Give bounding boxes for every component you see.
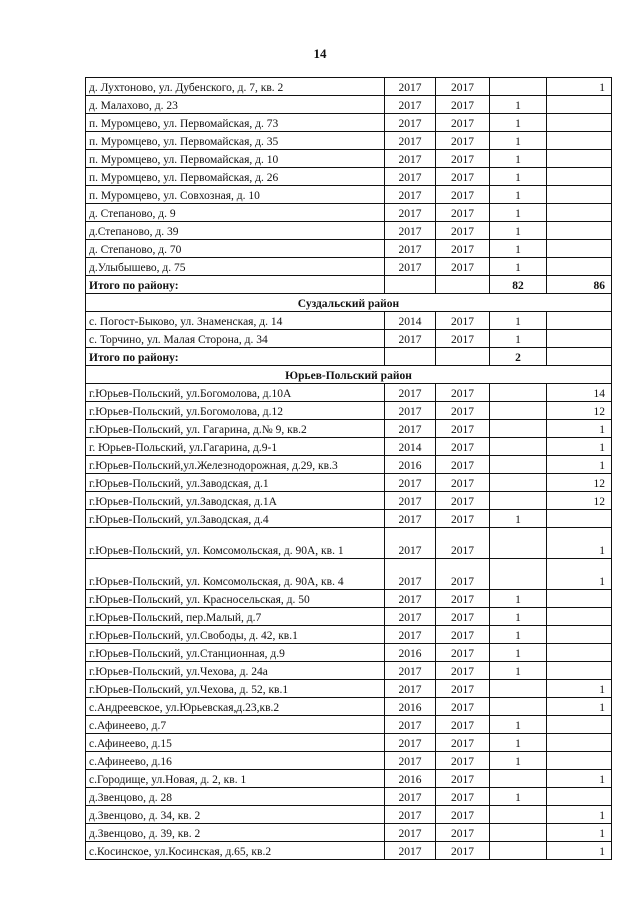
count-2-cell: 1 xyxy=(547,456,612,474)
address-cell: г. Юрьев-Польский, ул.Гагарина, д.9-1 xyxy=(86,438,385,456)
year-start-cell: 2017 xyxy=(385,528,436,559)
address-cell: с. Торчино, ул. Малая Сторона, д. 34 xyxy=(86,330,385,348)
count-1-cell xyxy=(490,528,547,559)
count-2-cell: 12 xyxy=(547,474,612,492)
count-2-cell: 1 xyxy=(547,680,612,698)
year-start-cell: 2017 xyxy=(385,608,436,626)
count-2-cell xyxy=(547,132,612,150)
count-1-cell: 1 xyxy=(490,752,547,770)
count-1-cell: 82 xyxy=(490,276,547,294)
year-start-cell: 2016 xyxy=(385,644,436,662)
year-start-cell: 2017 xyxy=(385,150,436,168)
year-end-cell: 2017 xyxy=(436,456,490,474)
year-start-cell: 2016 xyxy=(385,456,436,474)
address-cell: с.Андреевское, ул.Юрьевская,д.23,кв.2 xyxy=(86,698,385,716)
table-row xyxy=(86,528,612,559)
year-end-cell: 2017 xyxy=(436,626,490,644)
table-row xyxy=(86,402,612,420)
count-2-cell: 1 xyxy=(547,842,612,860)
count-1-cell: 1 xyxy=(490,510,547,528)
count-2-cell xyxy=(547,204,612,222)
address-cell: д. Степаново, д. 70 xyxy=(86,240,385,258)
count-2-cell xyxy=(547,590,612,608)
table-row xyxy=(86,824,612,842)
table-row xyxy=(86,420,612,438)
count-2-cell xyxy=(547,150,612,168)
table-row xyxy=(86,114,612,132)
count-2-cell xyxy=(547,312,612,330)
year-start-cell: 2017 xyxy=(385,420,436,438)
address-cell: п. Муромцево, ул. Первомайская, д. 73 xyxy=(86,114,385,132)
district-name: Юрьев-Польский район xyxy=(86,366,612,384)
count-2-cell xyxy=(547,258,612,276)
table-row xyxy=(86,716,612,734)
year-end-cell: 2017 xyxy=(436,132,490,150)
count-1-cell xyxy=(490,78,547,96)
address-cell: с.Афинеево, д.16 xyxy=(86,752,385,770)
year-start-cell: 2014 xyxy=(385,312,436,330)
count-2-cell: 86 xyxy=(547,276,612,294)
count-2-cell xyxy=(547,644,612,662)
count-1-cell: 1 xyxy=(490,626,547,644)
count-1-cell xyxy=(490,680,547,698)
year-start-cell: 2017 xyxy=(385,186,436,204)
count-1-cell: 1 xyxy=(490,330,547,348)
table-body xyxy=(86,78,612,860)
count-1-cell: 1 xyxy=(490,644,547,662)
count-1-cell: 1 xyxy=(490,608,547,626)
year-end-cell: 2017 xyxy=(436,330,490,348)
address-cell: с. Погост-Быково, ул. Знаменская, д. 14 xyxy=(86,312,385,330)
address-cell: д.Степаново, д. 39 xyxy=(86,222,385,240)
year-start-cell: 2017 xyxy=(385,258,436,276)
year-start-cell: 2017 xyxy=(385,384,436,402)
address-cell: г.Юрьев-Польский, пер.Малый, д.7 xyxy=(86,608,385,626)
count-2-cell: 12 xyxy=(547,492,612,510)
count-2-cell: 1 xyxy=(547,559,612,590)
count-2-cell xyxy=(547,168,612,186)
year-start-cell: 2017 xyxy=(385,662,436,680)
address-cell: г.Юрьев-Польский, ул.Заводская, д.1 xyxy=(86,474,385,492)
year-start-cell: 2017 xyxy=(385,168,436,186)
table-row xyxy=(86,96,612,114)
address-cell: г.Юрьев-Польский, ул.Станционная, д.9 xyxy=(86,644,385,662)
count-2-cell: 1 xyxy=(547,770,612,788)
count-1-cell xyxy=(490,842,547,860)
table-row xyxy=(86,608,612,626)
address-cell: п. Муромцево, ул. Первомайская, д. 10 xyxy=(86,150,385,168)
count-1-cell: 1 xyxy=(490,788,547,806)
count-1-cell: 1 xyxy=(490,240,547,258)
count-1-cell: 1 xyxy=(490,114,547,132)
year-end-cell: 2017 xyxy=(436,662,490,680)
year-end-cell: 2017 xyxy=(436,384,490,402)
year-start-cell: 2017 xyxy=(385,680,436,698)
year-end-cell: 2017 xyxy=(436,186,490,204)
count-2-cell xyxy=(547,788,612,806)
year-start-cell: 2016 xyxy=(385,770,436,788)
count-1-cell: 1 xyxy=(490,590,547,608)
table-row xyxy=(86,492,612,510)
year-end-cell: 2017 xyxy=(436,716,490,734)
address-cell: г.Юрьев-Польский, ул. Красносельская, д. 50 xyxy=(86,590,385,608)
address-cell: д. Малахово, д. 23 xyxy=(86,96,385,114)
year-end-cell: 2017 xyxy=(436,474,490,492)
table-row xyxy=(86,626,612,644)
year-start-cell: 2016 xyxy=(385,698,436,716)
address-cell: г.Юрьев-Польский, ул.Богомолова, д.12 xyxy=(86,402,385,420)
count-2-cell xyxy=(547,608,612,626)
year-end-cell: 2017 xyxy=(436,842,490,860)
table-row xyxy=(86,842,612,860)
year-end-cell: 2017 xyxy=(436,770,490,788)
year-start-cell: 2017 xyxy=(385,96,436,114)
year-end-cell: 2017 xyxy=(436,644,490,662)
year-start-cell: 2017 xyxy=(385,204,436,222)
district-name: Суздальский район xyxy=(86,294,612,312)
year-end-cell: 2017 xyxy=(436,608,490,626)
table-row xyxy=(86,680,612,698)
table-row xyxy=(86,698,612,716)
address-cell: г.Юрьев-Польский, ул.Заводская, д.4 xyxy=(86,510,385,528)
year-end-cell: 2017 xyxy=(436,402,490,420)
address-cell: г.Юрьев-Польский, ул. Гагарина, д.№ 9, кв.2 xyxy=(86,420,385,438)
year-start-cell: 2017 xyxy=(385,559,436,590)
year-start-cell: 2017 xyxy=(385,752,436,770)
count-1-cell: 1 xyxy=(490,150,547,168)
year-end-cell: 2017 xyxy=(436,114,490,132)
year-end-cell: 2017 xyxy=(436,96,490,114)
year-end-cell: 2017 xyxy=(436,806,490,824)
address-cell: д.Звенцово, д. 34, кв. 2 xyxy=(86,806,385,824)
year-end-cell: 2017 xyxy=(436,312,490,330)
year-end-cell: 2017 xyxy=(436,590,490,608)
table-row xyxy=(86,806,612,824)
year-end-cell: 2017 xyxy=(436,150,490,168)
count-1-cell: 1 xyxy=(490,186,547,204)
address-cell: д.Звенцово, д. 39, кв. 2 xyxy=(86,824,385,842)
year-end-cell: 2017 xyxy=(436,824,490,842)
count-1-cell: 1 xyxy=(490,716,547,734)
count-2-cell xyxy=(547,348,612,366)
count-2-cell: 1 xyxy=(547,806,612,824)
count-2-cell xyxy=(547,96,612,114)
address-cell: с.Косинское, ул.Косинская, д.65, кв.2 xyxy=(86,842,385,860)
count-1-cell xyxy=(490,456,547,474)
table-row xyxy=(86,150,612,168)
address-cell: г.Юрьев-Польский, ул.Чехова, д. 52, кв.1 xyxy=(86,680,385,698)
table-row xyxy=(86,662,612,680)
year-start-cell: 2017 xyxy=(385,492,436,510)
table-row xyxy=(86,456,612,474)
year-start-cell: 2017 xyxy=(385,222,436,240)
year-end-cell: 2017 xyxy=(436,222,490,240)
count-2-cell: 12 xyxy=(547,402,612,420)
table-row xyxy=(86,78,612,96)
table-row xyxy=(86,590,612,608)
district-header-row xyxy=(86,366,612,384)
year-end-cell xyxy=(436,348,490,366)
count-2-cell xyxy=(547,510,612,528)
year-start-cell: 2017 xyxy=(385,590,436,608)
count-2-cell xyxy=(547,114,612,132)
count-1-cell: 1 xyxy=(490,168,547,186)
table-row xyxy=(86,204,612,222)
table-row xyxy=(86,474,612,492)
year-start-cell: 2014 xyxy=(385,438,436,456)
table-row xyxy=(86,222,612,240)
address-cell: г.Юрьев-Польский, ул.Чехова, д. 24а xyxy=(86,662,385,680)
year-end-cell xyxy=(436,276,490,294)
address-cell: с.Городище, ул.Новая, д. 2, кв. 1 xyxy=(86,770,385,788)
year-start-cell: 2017 xyxy=(385,788,436,806)
count-1-cell xyxy=(490,420,547,438)
year-start-cell xyxy=(385,348,436,366)
count-1-cell: 2 xyxy=(490,348,547,366)
year-start-cell: 2017 xyxy=(385,824,436,842)
count-1-cell xyxy=(490,384,547,402)
count-1-cell xyxy=(490,770,547,788)
count-2-cell: 1 xyxy=(547,698,612,716)
year-start-cell: 2017 xyxy=(385,806,436,824)
count-2-cell xyxy=(547,662,612,680)
count-1-cell xyxy=(490,402,547,420)
year-end-cell: 2017 xyxy=(436,788,490,806)
table-row xyxy=(86,168,612,186)
table-row xyxy=(86,770,612,788)
count-2-cell: 14 xyxy=(547,384,612,402)
count-1-cell: 1 xyxy=(490,204,547,222)
count-1-cell: 1 xyxy=(490,222,547,240)
count-1-cell xyxy=(490,824,547,842)
count-2-cell xyxy=(547,626,612,644)
table-row xyxy=(86,258,612,276)
year-end-cell: 2017 xyxy=(436,510,490,528)
year-end-cell: 2017 xyxy=(436,258,490,276)
address-cell: г.Юрьев-Польский, ул.Заводская, д.1А xyxy=(86,492,385,510)
table-row xyxy=(86,510,612,528)
count-2-cell xyxy=(547,240,612,258)
year-start-cell: 2017 xyxy=(385,734,436,752)
count-2-cell: 1 xyxy=(547,78,612,96)
address-cell: д. Степаново, д. 9 xyxy=(86,204,385,222)
address-cell: п. Муромцево, ул. Первомайская, д. 26 xyxy=(86,168,385,186)
year-start-cell: 2017 xyxy=(385,474,436,492)
count-2-cell: 1 xyxy=(547,824,612,842)
year-end-cell: 2017 xyxy=(436,78,490,96)
address-cell: д. Лухтоново, ул. Дубенского, д. 7, кв. 2 xyxy=(86,78,385,96)
year-start-cell: 2017 xyxy=(385,240,436,258)
count-1-cell: 1 xyxy=(490,312,547,330)
count-1-cell xyxy=(490,474,547,492)
count-2-cell xyxy=(547,752,612,770)
count-2-cell xyxy=(547,716,612,734)
count-1-cell: 1 xyxy=(490,258,547,276)
page-number: 14 xyxy=(313,46,327,61)
year-start-cell: 2017 xyxy=(385,510,436,528)
table-row xyxy=(86,788,612,806)
count-1-cell xyxy=(490,806,547,824)
address-cell: п. Муромцево, ул. Совхозная, д. 10 xyxy=(86,186,385,204)
count-2-cell: 1 xyxy=(547,528,612,559)
count-1-cell: 1 xyxy=(490,96,547,114)
count-1-cell: 1 xyxy=(490,662,547,680)
year-start-cell: 2017 xyxy=(385,716,436,734)
year-end-cell: 2017 xyxy=(436,204,490,222)
housing-table xyxy=(85,77,612,860)
count-1-cell: 1 xyxy=(490,734,547,752)
count-2-cell xyxy=(547,186,612,204)
table-row xyxy=(86,644,612,662)
year-start-cell: 2017 xyxy=(385,626,436,644)
year-end-cell: 2017 xyxy=(436,240,490,258)
year-end-cell: 2017 xyxy=(436,420,490,438)
count-2-cell: 1 xyxy=(547,438,612,456)
year-end-cell: 2017 xyxy=(436,559,490,590)
count-2-cell xyxy=(547,222,612,240)
year-end-cell: 2017 xyxy=(436,698,490,716)
year-end-cell: 2017 xyxy=(436,492,490,510)
district-header-row xyxy=(86,294,612,312)
table-row xyxy=(86,240,612,258)
count-2-cell: 1 xyxy=(547,420,612,438)
address-cell: с.Афинеево, д.15 xyxy=(86,734,385,752)
year-start-cell: 2017 xyxy=(385,78,436,96)
address-cell: г.Юрьев-Польский, ул.Свободы, д. 42, кв.1 xyxy=(86,626,385,644)
address-cell: г.Юрьев-Польский, ул. Комсомольская, д. 90А, кв. 4 xyxy=(86,559,385,590)
count-1-cell xyxy=(490,438,547,456)
count-2-cell xyxy=(547,330,612,348)
count-2-cell xyxy=(547,734,612,752)
count-1-cell xyxy=(490,492,547,510)
year-start-cell: 2017 xyxy=(385,402,436,420)
address-cell: д.Звенцово, д. 28 xyxy=(86,788,385,806)
count-1-cell: 1 xyxy=(490,132,547,150)
table-row xyxy=(86,752,612,770)
year-start-cell: 2017 xyxy=(385,842,436,860)
year-start-cell xyxy=(385,276,436,294)
year-end-cell: 2017 xyxy=(436,528,490,559)
total-row xyxy=(86,348,612,366)
table-row xyxy=(86,330,612,348)
address-cell: с.Афинеево, д.7 xyxy=(86,716,385,734)
table-row xyxy=(86,384,612,402)
year-start-cell: 2017 xyxy=(385,114,436,132)
total-row xyxy=(86,276,612,294)
count-1-cell xyxy=(490,698,547,716)
year-start-cell: 2017 xyxy=(385,132,436,150)
year-start-cell: 2017 xyxy=(385,330,436,348)
year-end-cell: 2017 xyxy=(436,734,490,752)
address-cell: г.Юрьев-Польский, ул. Комсомольская, д. 90А, кв. 1 xyxy=(86,528,385,559)
table-row xyxy=(86,438,612,456)
address-cell: г.Юрьев-Польский,ул.Железнодорожная, д.29, кв.3 xyxy=(86,456,385,474)
address-cell: Итого по району: xyxy=(86,276,385,294)
year-end-cell: 2017 xyxy=(436,168,490,186)
address-cell: г.Юрьев-Польский, ул.Богомолова, д.10А xyxy=(86,384,385,402)
table-row xyxy=(86,559,612,590)
year-end-cell: 2017 xyxy=(436,752,490,770)
table-row xyxy=(86,734,612,752)
year-end-cell: 2017 xyxy=(436,680,490,698)
address-cell: п. Муромцево, ул. Первомайская, д. 35 xyxy=(86,132,385,150)
address-cell: Итого по району: xyxy=(86,348,385,366)
table-row xyxy=(86,312,612,330)
count-1-cell xyxy=(490,559,547,590)
table-row xyxy=(86,132,612,150)
table-row xyxy=(86,186,612,204)
address-cell: д.Улыбышево, д. 75 xyxy=(86,258,385,276)
year-end-cell: 2017 xyxy=(436,438,490,456)
